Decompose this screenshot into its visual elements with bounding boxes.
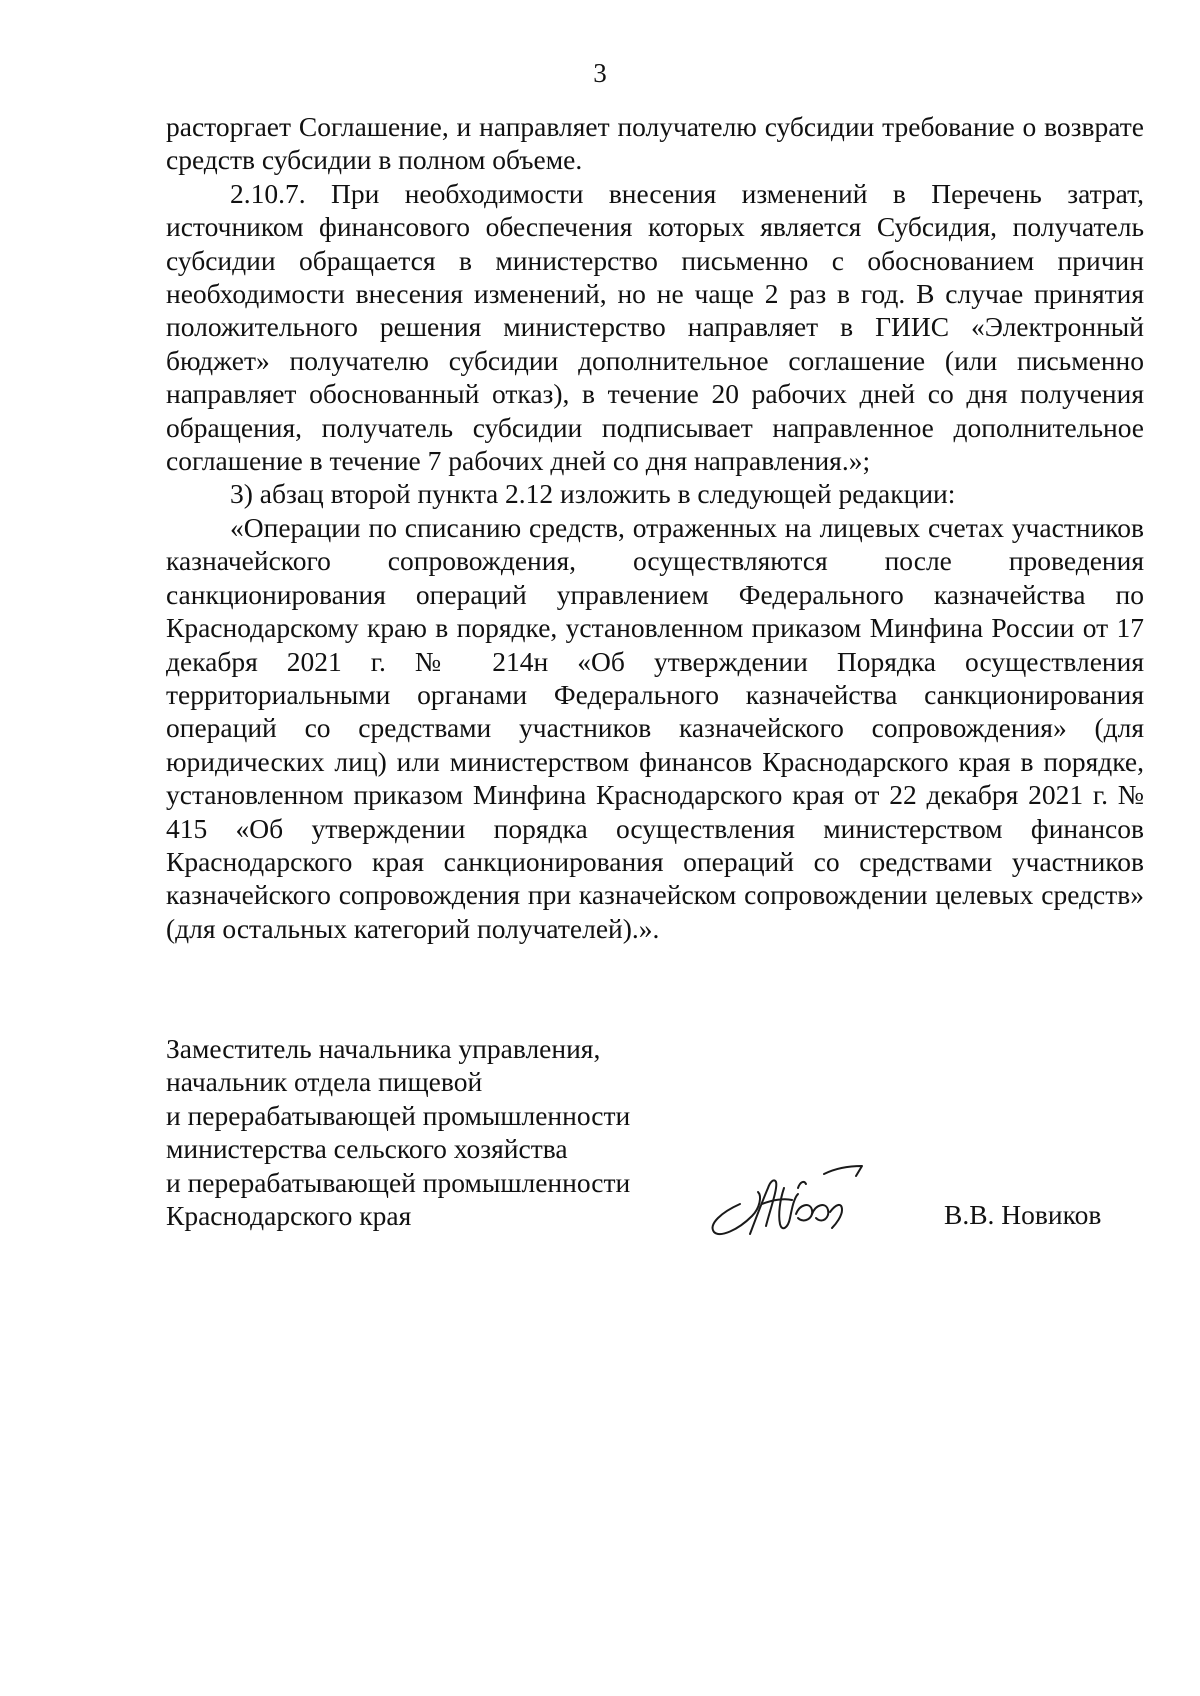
handwritten-signature [700,1152,890,1242]
position-line: начальник отдела пищевой [166,1066,483,1098]
page-number: 3 [593,58,607,88]
paragraph-continuation: расторгает Соглашение, и направляет получателю субсидии требование о возврате средств субсидии в полном объеме. [166,111,1144,176]
document-body [166,110,1144,945]
signer-name: В.В. Новиков [944,1199,1102,1230]
paragraph-2-10-7: 2.10.7. При необходимости внесения изменений в Перечень затрат, источником финансового обеспечения которых является Субсидия, получатель субсидии обращается в министерство письменно с обоснованием причин необходимости внесения изменений, но не чаще 2 раз в год. В случае принятия положительного решения министерство направляет в ГИИС «Электронный бюджет» получателю субсидии дополнительное соглашение (или письменно направляет обоснованный отказ), в течение 20 рабочих дней со дня получения обращения, получатель субсидии подписывает направленное дополнительное соглашение в течение 7 рабочих дней со дня направления.»; [166,177,1144,477]
position-line: министерства сельского хозяйства [166,1133,568,1165]
signatory-position [166,1032,630,1232]
paragraph-quoted-text: «Операции по списанию средств, отраженных на лицевых счетах участников казначейского сопровождения, осуществляются после проведения санкционирования операций управлением Федерального казначейства по Краснодарскому краю в порядке, установленном приказом Минфина России от 17 декабря 2021 г. № 214н «Об утверждении Порядка осуществления территориальными органами Федерального казначейства санкционирования операций со средствами участников казначейского сопровождения» (для юридических лиц) или министерством финансов Краснодарского края в порядке, установленном приказом Минфина Краснодарского края от 22 декабря 2021 г. № 415 «Об утверждении порядка осуществления министерством финансов Краснодарского края санкционирования операций со средствами участников казначейского сопровождения при казначейском сопровождении целевых средств» (для остальных категорий получателей).». [166,511,1144,944]
position-line: и перерабатывающей промышленности [166,1099,631,1131]
position-line: и перерабатывающей промышленности [166,1166,631,1198]
position-line: Заместитель начальника управления, [166,1033,601,1064]
paragraph-item-3: 3) абзац второй пункта 2.12 изложить в следующей редакции: [230,478,956,510]
position-line: Краснодарского края [166,1200,412,1232]
